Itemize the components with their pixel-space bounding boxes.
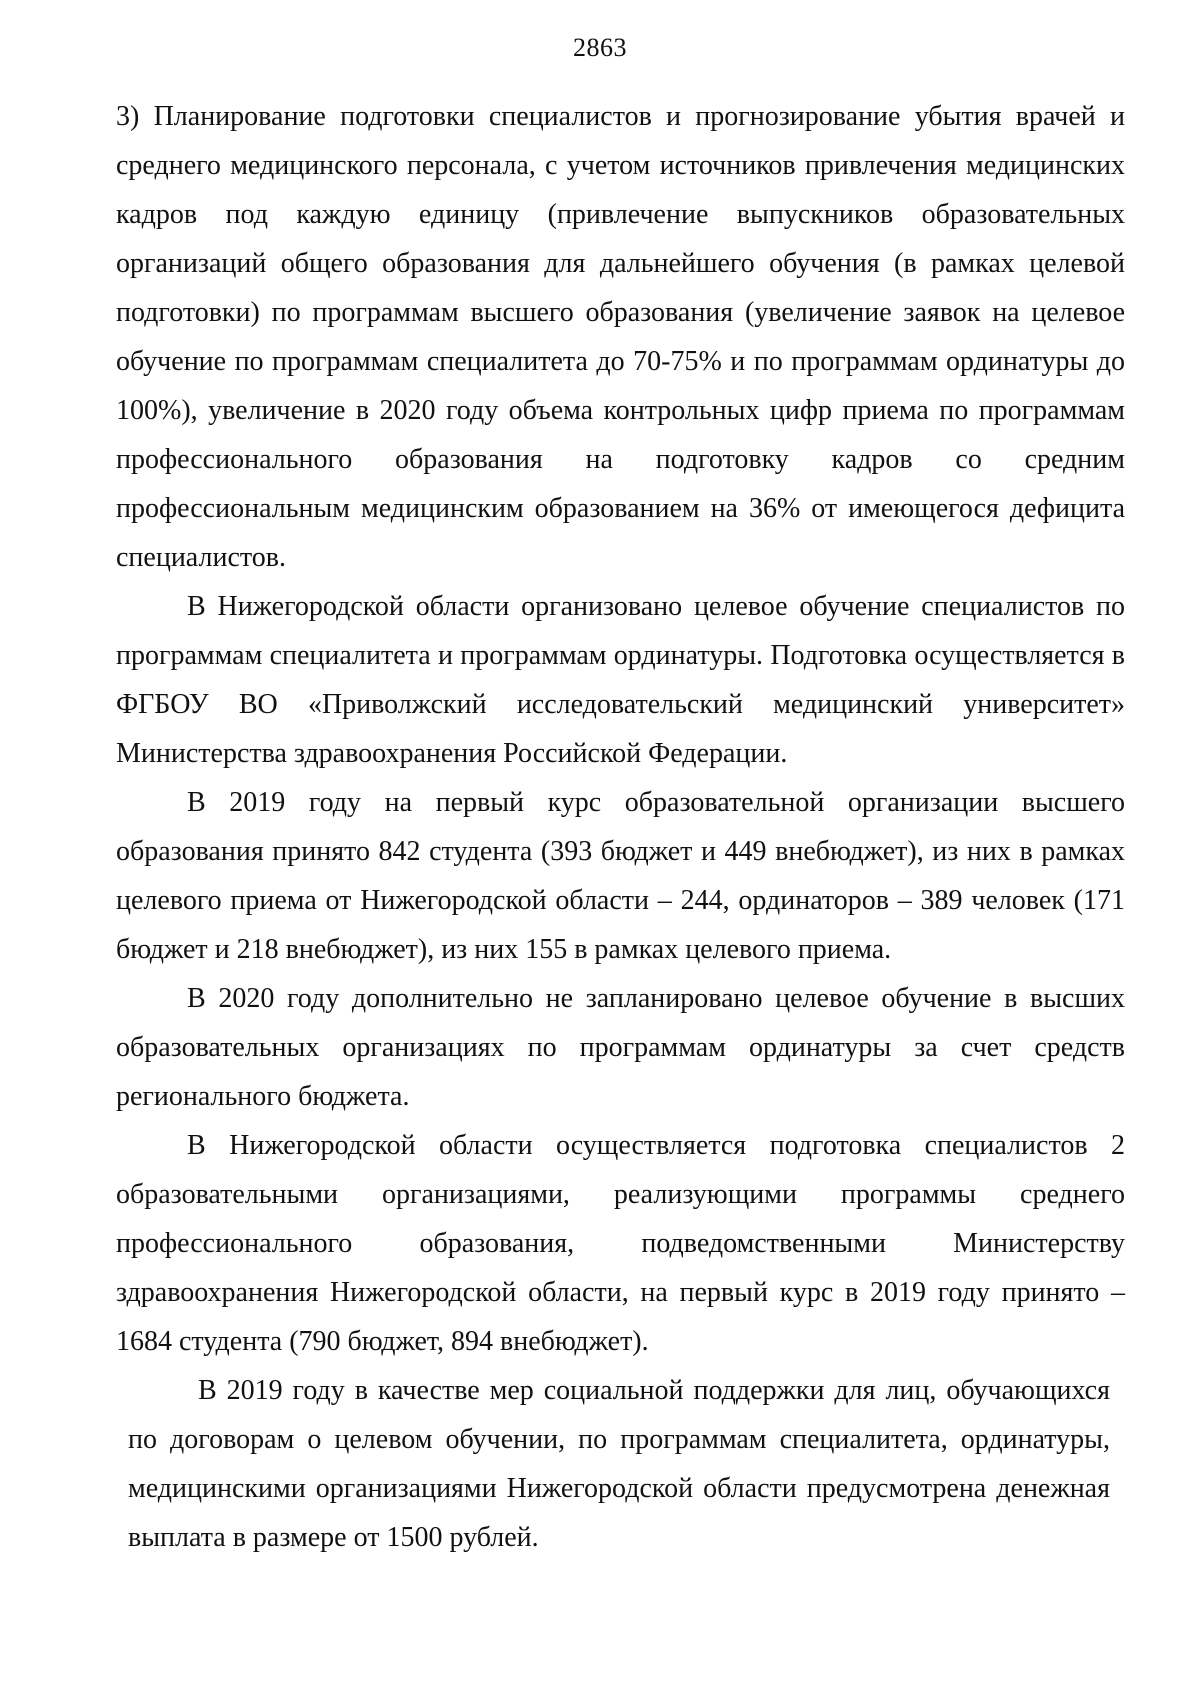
paragraph-secondary-education: В Нижегородской области осуществляется подготовка специалистов 2 образовательными организациями, реализующими программы среднего профессионального образования, подведомственными Министерству здравоохранения Нижегородской области, на первый курс в 2019 году принято – 1684 студента (790 бюджет, 894 внебюджет). [116,1130,1125,1357]
paragraph-social-support: В 2019 году в качестве мер социальной поддержки для лиц, обучающихся по договорам о целевом обучении, по программам специалитета, ординатуры, медицинскими организациями Нижегородской области предусмотрена денежная выплата в размере от 1500 рублей. [128,1375,1110,1553]
document-body [116,92,1125,1562]
paragraph-2020-plan: В 2020 году дополнительно не запланировано целевое обучение в высших образовательных организациях по программам ординатуры за счет средств регионального бюджета. [116,983,1125,1112]
page-number: 2863 [573,33,627,62]
paragraph-targeted-training: В Нижегородской области организовано целевое обучение специалистов по программам специалитета и программам ординатуры. Подготовка осуществляется в ФГБОУ ВО «Приволжский исследовательский медицинский университет» Министерства здравоохранения Российской Федерации. [116,591,1125,769]
paragraph-2019-admission: В 2019 году на первый курс образовательной организации высшего образования принято 842 студента (393 бюджет и 449 внебюджет), из них в рамках целевого приема от Нижегородской области – 244, ординаторов – 389 человек (171 бюджет и 218 внебюджет), из них 155 в рамках целевого приема. [116,787,1125,965]
paragraph-staff-planning: 3) Планирование подготовки специалистов и прогнозирование убытия врачей и среднего медицинского персонала, с учетом источников привлечения медицинских кадров под каждую единицу (привлечение выпускников образовательных организаций общего образования для дальнейшего обучения (в рамках целевой подготовки) по программам высшего образования (увеличение заявок на целевое обучение по программам специалитета до 70-75% и по программам ординатуры до 100%), увеличение в 2020 году объема контрольных цифр приема по программам профессионального образования на подготовку кадров со средним профессиональным медицинским образованием на 36% от имеющегося дефицита специалистов. [116,101,1125,573]
